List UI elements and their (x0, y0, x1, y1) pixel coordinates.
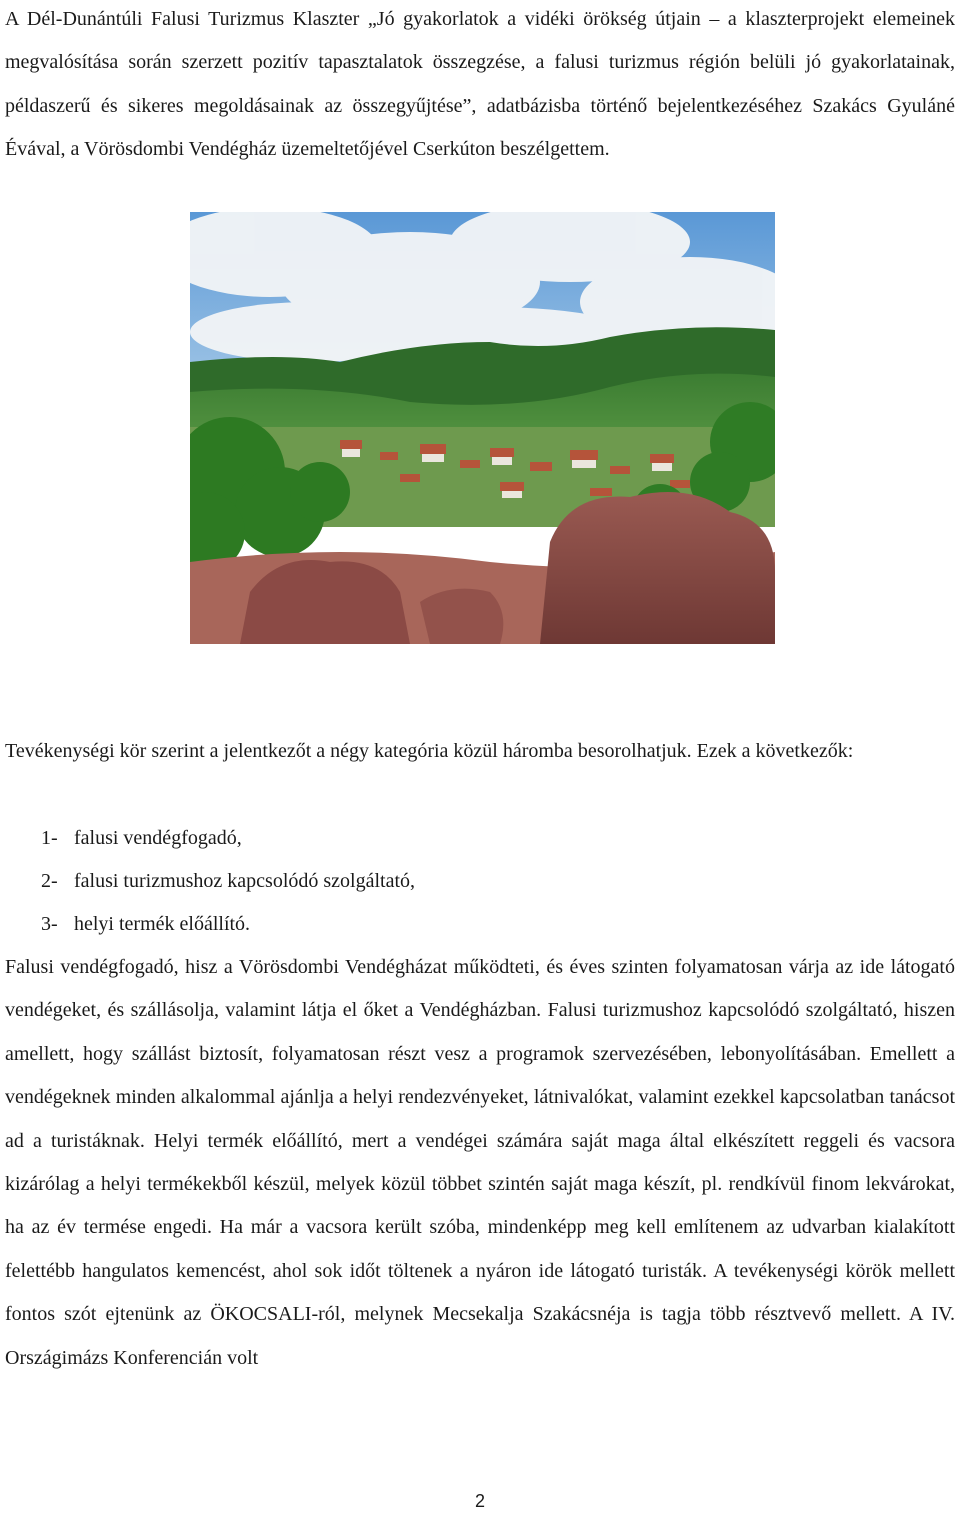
list-item-number: 3- (41, 913, 58, 935)
main-paragraph: Falusi vendégfogadó, hisz a Vörösdombi Vendégházat működteti, és éves szinten folyamatosan várja az ide látogató vendégeket, és szállásolja, valamint látja el őket a Vendégházban. Falusi turizmushoz kapcsolódó szolgáltató, hiszen amellett, hogy szállást biztosít, folyamatosan részt vesz a programok szervezésében, lebonyolításában. Emellett a vendégeknek minden alkalommal ajánlja a helyi rendezvényeket, látnivalókat, valamint ezekkel kapcsolatban tanácsot ad a turistáknak. Helyi termék előállító, mert a vendégei számára saját maga által elkészített reggeli és vacsora kizárólag a helyi termékekből készül, melyek közül többet szintén saját maga készít, pl. rendkívül finom lekvárokat, ha az év termése engedi. Ha már a vacsora került szóba, mindenképp meg kell említenem az udvarban kialakított felettébb hangulatos kemencést, ahol sok időt töltenek a nyáron ide látogató turisták. A tevékenységi körök mellett fontos szót ejtenünk az ÖKOCSALI-ról, melynek Mecsekalja Szakácsnéja is tagja több résztvevő mellett. A IV. Országimázs Konferencián volt (5, 956, 955, 1369)
list-item (41, 817, 242, 860)
list-item-text: falusi turizmushoz kapcsolódó szolgáltató, (74, 870, 416, 892)
category-intro: Tevékenységi kör szerint a jelentkezőt a négy kategória közül háromba besorolhatjuk. Ezek a következők: (5, 740, 854, 762)
landscape-illustration (190, 212, 775, 644)
list-item-text: helyi termék előállító. (74, 913, 251, 935)
landscape-photo (190, 212, 775, 644)
list-item (41, 903, 250, 946)
list-item-number: 2- (41, 870, 58, 892)
list-item-number: 1- (41, 827, 58, 849)
list-item (41, 860, 415, 903)
intro-paragraph: A Dél-Dunántúli Falusi Turizmus Klaszter „Jó gyakorlatok a vidéki örökség útjain – a klaszterprojekt elemeinek megvalósítása során szerzett pozitív tapasztalatok összegzése, a falusi turizmus régión belüli jó gyakorlatainak, példaszerű és sikeres megoldásainak az összegyűjtése”, adatbázisba történő bejelentkezéséhez Szakács Gyuláné Évával, a Vörösdombi Vendégház üzemeltetőjével Cserkúton beszélgettem. (5, 8, 955, 161)
list-item-text: falusi vendégfogadó, (74, 827, 242, 849)
page-number: 2 (474, 1491, 485, 1511)
rock-center (420, 589, 503, 644)
